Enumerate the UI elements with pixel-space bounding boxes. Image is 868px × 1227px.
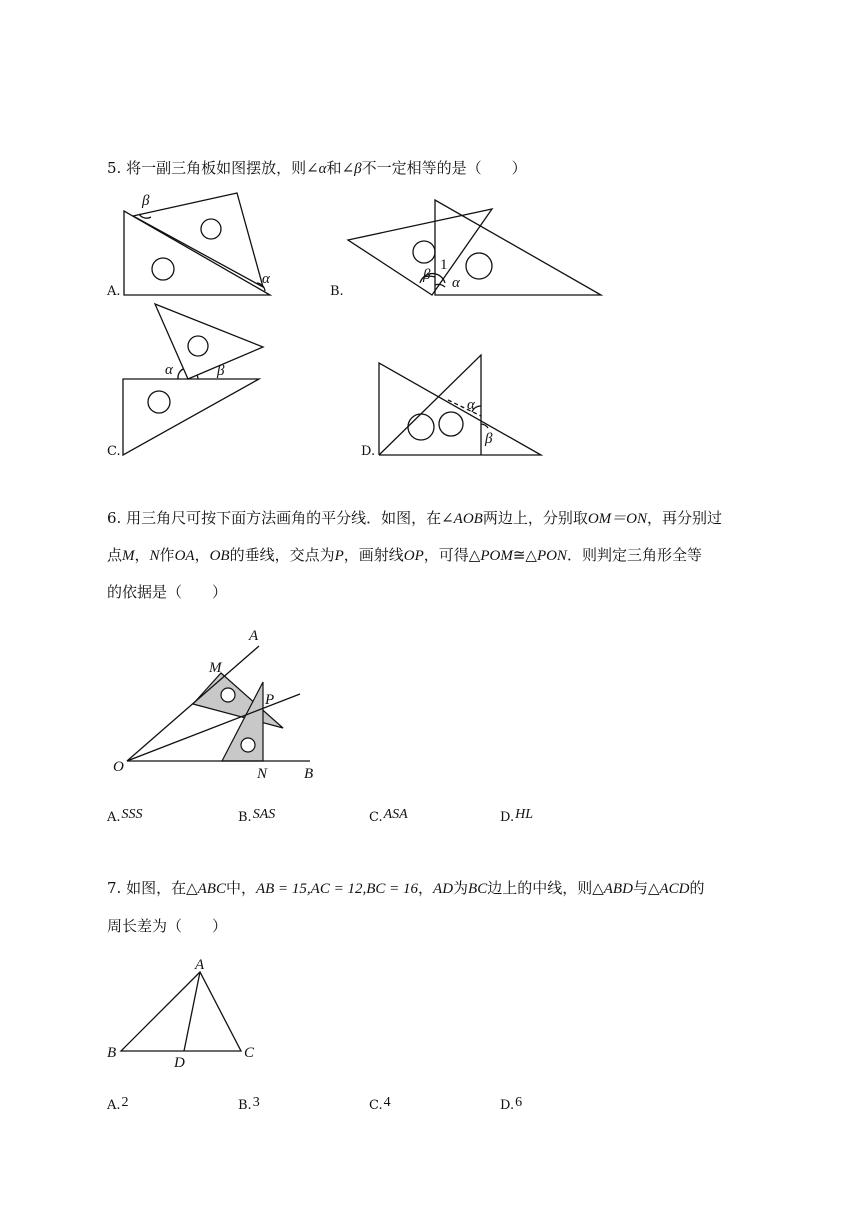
q7-option-b[interactable]: B.3 [238, 1095, 260, 1113]
q6-label-B: B [304, 766, 314, 782]
q7-option-a[interactable]: A.2 [107, 1095, 129, 1113]
q7-label-C: C [244, 1045, 255, 1061]
q6-label-O: O [113, 759, 124, 775]
q6-option-b[interactable]: B.SAS [238, 807, 276, 825]
q7-stem-line2: 周长差为（ ） [107, 917, 228, 935]
q7-stem-line1: 7. 如图，在△ABC中，AB = 15,AC = 12,BC = 16，AD为BC边上的中线，则△ABD与△ACD的 [107, 879, 705, 897]
q6-label-N: N [257, 766, 268, 782]
q6-label-M: M [209, 660, 222, 676]
q5c-beta-label: β [217, 363, 225, 379]
q5b-beta-label: β [423, 267, 431, 283]
q7-label-B: B [107, 1045, 117, 1061]
q6-option-a[interactable]: A.SSS [107, 807, 143, 825]
q5-option-a-label: A. [107, 284, 121, 299]
q5-option-d-label: D. [361, 444, 376, 459]
q6-option-c[interactable]: C.ASA [369, 807, 408, 825]
q5a-alpha-label: α [262, 271, 270, 287]
q6-label-A: A [249, 628, 259, 644]
q7-option-d[interactable]: D.6 [500, 1095, 523, 1113]
q7-option-c[interactable]: C.4 [369, 1095, 391, 1113]
q5-option-b-label: B. [330, 284, 344, 299]
q5d-beta-label: β [485, 431, 493, 447]
q5b-alpha-label: α [452, 275, 460, 291]
q7-label-A: A [195, 957, 205, 973]
q6-stem-line2: 点M，N作OA，OB的垂线，交点为P，画射线OP，可得△POM≅△PON．则判定三角形全等 [107, 546, 702, 564]
q6-stem-line1: 6. 用三角尺可按下面方法画角的平分线．如图，在∠AOB两边上，分别取OM＝ON，再分别过 [107, 509, 723, 527]
q5-option-c-label: C. [107, 444, 121, 459]
q6-stem-line3: 的依据是（ ） [107, 583, 228, 601]
q5c-alpha-label: α [165, 362, 173, 378]
q7-label-D: D [174, 1055, 185, 1071]
q6-option-d[interactable]: D.HL [500, 807, 533, 825]
q5a-beta-label: β [142, 193, 150, 209]
q6-label-P: P [265, 692, 275, 708]
q5d-alpha-label: α [467, 397, 475, 413]
q5-stem: 5. 将一副三角板如图摆放，则∠α和∠β不一定相等的是（ ） [107, 159, 527, 177]
q5b-one-label: 1 [440, 257, 448, 273]
